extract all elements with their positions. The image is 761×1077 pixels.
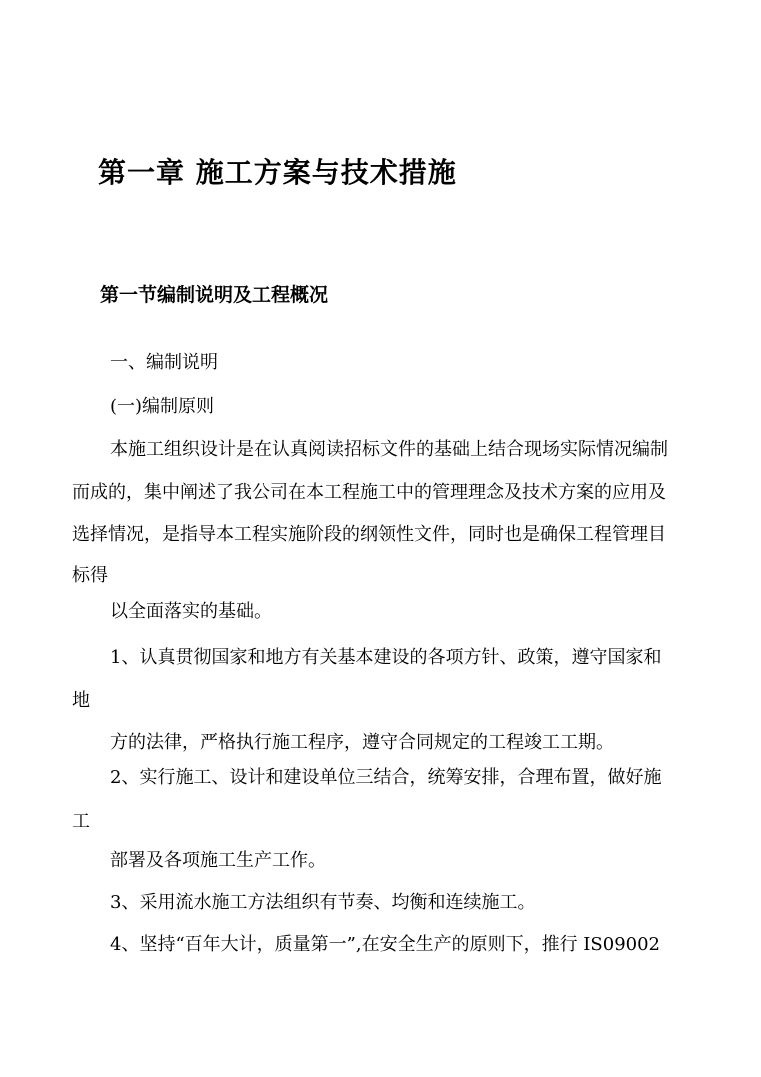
paragraph-line: 以全面落实的基础。 [110,601,272,622]
paragraph-line: 部署及各项施工生产工作。 [110,850,326,871]
paragraph-line: 2、实行施工、设计和建设单位三结合，统筹安排，合理布置，做好施 [110,767,662,788]
paragraph-line: 地 [72,690,90,711]
paragraph-line: 工 [72,811,90,832]
paragraph-line: 选择情况，是指导本工程实施阶段的纲领性文件，同时也是确保工程管理目 [72,524,666,545]
paragraph-line: 1、认真贯彻国家和地方有关基本建设的各项方针、政策，遵守国家和 [110,647,662,668]
section-title: 第一节编制说明及工程概况 [100,284,329,306]
heading-compilation-notes: 一、编制说明 [110,352,218,373]
paragraph-line: 而成的，集中阐述了我公司在本工程施工中的管理理念及技术方案的应用及 [72,482,666,503]
paragraph-line: 方的法律，严格执行施工程序，遵守合同规定的工程竣工工期。 [110,732,614,753]
paragraph-line: 本施工组织设计是在认真阅读招标文件的基础上结合现场实际情况编制 [110,439,668,460]
chapter-title: 第一章 施工方案与技术措施 [98,156,457,189]
heading-compilation-principles: (一)编制原则 [110,396,215,417]
paragraph-line: 标得 [72,565,108,586]
paragraph-line: 3、采用流水施工方法组织有节奏、均衡和连续施工。 [110,892,536,913]
paragraph-line: 4、坚持“百年大计，质量第一”,在安全生产的原则下，推行 IS09002 [110,934,660,955]
